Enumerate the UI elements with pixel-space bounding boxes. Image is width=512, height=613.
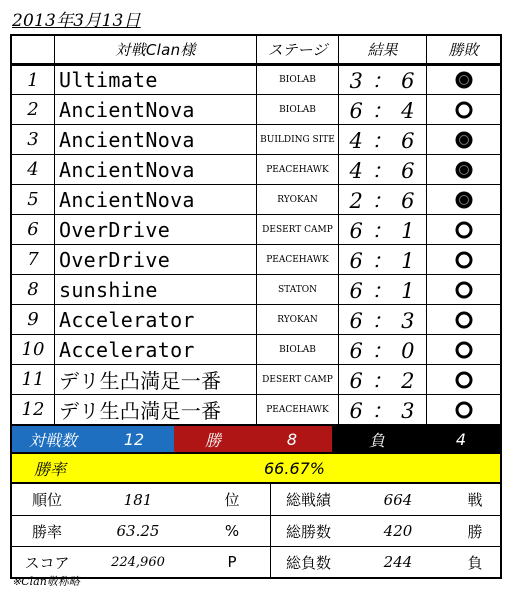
match-row (12, 184, 500, 214)
opponent-clan: OverDrive (54, 215, 256, 244)
opponent-clan: Accelerator (54, 335, 256, 364)
match-row (12, 154, 500, 184)
stage-name: DESERT CAMP (256, 365, 338, 394)
totalwins-value: 420 (346, 515, 450, 546)
stage-name: BIOLAB (256, 335, 338, 364)
open-circle-icon (454, 280, 474, 300)
match-row (12, 124, 500, 154)
totalwins-label: 総勝数 (270, 515, 346, 546)
match-score: 6 ： 3 (338, 395, 426, 424)
win-rate-value: 66.67% (264, 458, 326, 478)
match-number: 6 (27, 219, 39, 240)
matches-label: 対戦数 (12, 426, 94, 452)
footnote: ※Clan敬称略 (12, 575, 80, 588)
match-number: 11 (21, 369, 45, 390)
outcome-cell (426, 245, 500, 274)
match-number: 2 (27, 99, 39, 120)
opponent-clan: AncientNova (54, 95, 256, 124)
header-win-loss: 勝敗 (426, 36, 500, 63)
totallosses-label: 総負数 (270, 546, 346, 577)
outcome-cell (426, 335, 500, 364)
totalwins-unit: 勝 (450, 515, 500, 546)
match-row (12, 214, 500, 244)
filled-circle-icon (454, 190, 474, 210)
summary-bar (12, 424, 500, 452)
stage-name: PEACEHAWK (256, 155, 338, 184)
open-circle-icon (454, 370, 474, 390)
match-number: 9 (27, 309, 39, 330)
losses-value: 4 (422, 426, 500, 452)
open-circle-icon (454, 400, 474, 420)
outcome-cell (426, 95, 500, 124)
outcome-cell (426, 155, 500, 184)
opponent-clan: AncientNova (54, 185, 256, 214)
opponent-clan: Accelerator (54, 305, 256, 334)
outcome-cell (426, 185, 500, 214)
match-number: 8 (27, 279, 39, 300)
outcome-cell (426, 215, 500, 244)
match-score: 4 ： 6 (338, 155, 426, 184)
outcome-cell (426, 275, 500, 304)
match-score: 6 ： 1 (338, 245, 426, 274)
total-value: 664 (383, 490, 413, 509)
match-score: 6 ： 1 (338, 215, 426, 244)
match-row (12, 394, 500, 424)
filled-circle-icon (454, 70, 474, 90)
opponent-clan: AncientNova (54, 125, 256, 154)
open-circle-icon (454, 100, 474, 120)
rank-label: 順位 (31, 491, 62, 509)
total-unit: 戦 (467, 491, 483, 509)
winrate-value: 63.25 (82, 515, 194, 546)
match-score: 6 ： 0 (338, 335, 426, 364)
match-row (12, 304, 500, 334)
stage-name: DESERT CAMP (256, 215, 338, 244)
match-number: 7 (27, 249, 39, 270)
opponent-clan: Ultimate (54, 66, 256, 94)
winrate-label: 勝率 (12, 515, 82, 546)
match-row (12, 364, 500, 394)
header-stage: ステージ (256, 36, 338, 63)
outcome-cell (426, 395, 500, 424)
stage-name: RYOKAN (256, 185, 338, 214)
open-circle-icon (454, 250, 474, 270)
match-score: 6 ： 2 (338, 365, 426, 394)
score-unit: P (194, 546, 270, 577)
match-row (12, 334, 500, 364)
opponent-clan: OverDrive (54, 245, 256, 274)
opponent-clan: デリ生凸満足一番 (54, 365, 256, 394)
match-score: 2 ： 6 (338, 185, 426, 214)
total-label: 総戦績 (270, 484, 346, 515)
stage-name: PEACEHAWK (256, 245, 338, 274)
header-no (12, 36, 54, 63)
stage-name: BIOLAB (256, 95, 338, 124)
match-row (12, 94, 500, 124)
opponent-clan: デリ生凸満足一番 (54, 395, 256, 424)
header-opponent: 対戦Clan様 (54, 36, 256, 63)
match-row (12, 274, 500, 304)
win-rate-bar (12, 452, 500, 484)
winrate-unit: % (194, 515, 270, 546)
totallosses-value: 244 (346, 546, 450, 577)
stats-table (12, 484, 500, 577)
open-circle-icon (454, 310, 474, 330)
match-number: 4 (27, 159, 39, 180)
match-row (12, 244, 500, 274)
stage-name: RYOKAN (256, 305, 338, 334)
match-score: 3 ： 6 (338, 66, 426, 94)
open-circle-icon (454, 340, 474, 360)
match-score: 6 ： 1 (338, 275, 426, 304)
filled-circle-icon (454, 160, 474, 180)
win-rate-label: 勝率 (34, 459, 67, 479)
table-header (12, 36, 500, 64)
wins-value: 8 (252, 426, 332, 452)
rank-unit: 位 (224, 491, 240, 509)
match-sheet (10, 34, 502, 579)
match-score: 6 ： 4 (338, 95, 426, 124)
match-number: 5 (27, 189, 39, 210)
filled-circle-icon (454, 130, 474, 150)
open-circle-icon (454, 220, 474, 240)
match-number: 1 (27, 69, 39, 91)
opponent-clan: AncientNova (54, 155, 256, 184)
matches-value: 12 (94, 426, 174, 452)
score-label: スコア (12, 546, 82, 577)
report-date: 2013年3月13日 (12, 11, 141, 31)
stage-name: BIOLAB (256, 66, 338, 94)
score-value: 224,960 (82, 546, 194, 577)
match-row (12, 64, 500, 94)
rank-value: 181 (123, 490, 153, 509)
match-number: 12 (21, 399, 45, 420)
outcome-cell (426, 125, 500, 154)
outcome-cell (426, 66, 500, 94)
losses-label: 負 (332, 426, 422, 452)
outcome-cell (426, 305, 500, 334)
header-result: 結果 (338, 36, 426, 63)
match-list (12, 64, 500, 424)
match-number: 10 (21, 339, 45, 360)
match-score: 4 ： 6 (338, 125, 426, 154)
wins-label: 勝 (174, 426, 252, 452)
match-score: 6 ： 3 (338, 305, 426, 334)
stage-name: PEACEHAWK (256, 395, 338, 424)
totallosses-unit: 負 (450, 546, 500, 577)
stage-name: STATON (256, 275, 338, 304)
match-number: 3 (27, 129, 39, 150)
stage-name: BUILDING SITE (256, 125, 338, 154)
outcome-cell (426, 365, 500, 394)
opponent-clan: sunshine (54, 275, 256, 304)
